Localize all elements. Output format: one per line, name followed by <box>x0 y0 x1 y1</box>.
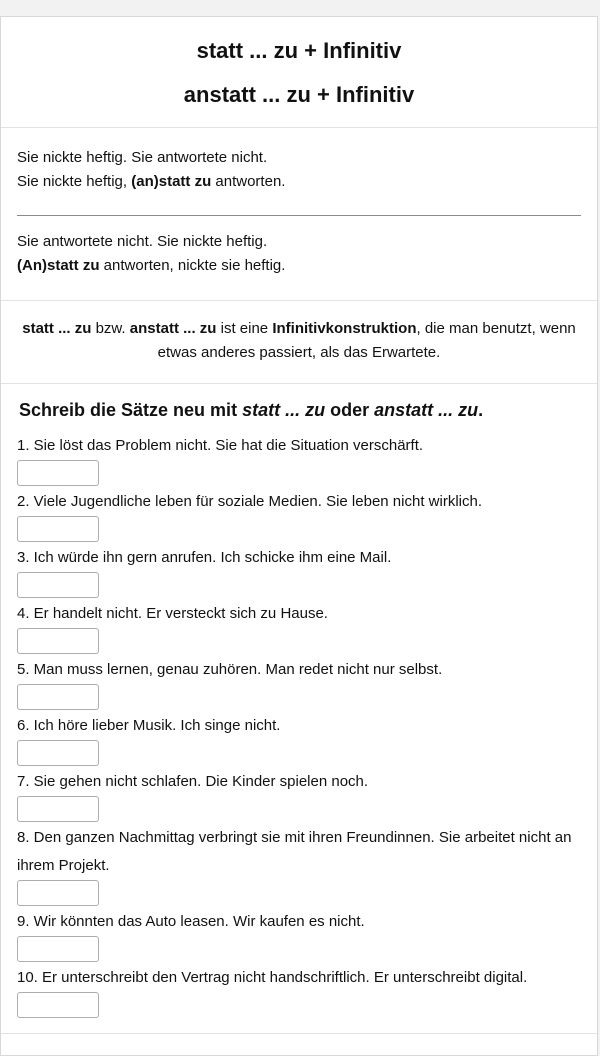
answer-input-7[interactable] <box>17 796 99 822</box>
examples-block <box>1 128 597 301</box>
exercise-heading-mid: oder <box>325 400 375 420</box>
example-1-rewrite-prefix: Sie nickte heftig, <box>17 173 128 190</box>
example-2-rewrite-suffix: antworten, nickte sie heftig. <box>103 257 286 274</box>
example-1-rewrite <box>17 170 581 194</box>
exercise-item-4 <box>17 600 581 654</box>
answer-input-2[interactable] <box>17 516 99 542</box>
explanation-term: Infinitivkonstruktion <box>272 320 417 337</box>
exercise-item-8 <box>17 824 581 906</box>
exercise-item-text: 4. Er handelt nicht. Er versteckt sich zu Hause. <box>17 605 328 622</box>
exercise-item-text: 7. Sie gehen nicht schlafen. Die Kinder spielen noch. <box>17 773 369 790</box>
answer-input-3[interactable] <box>17 572 99 598</box>
explanation-block <box>1 301 597 384</box>
exercise-item-7 <box>17 768 581 822</box>
exercise-item-text: 3. Ich würde ihn gern anrufen. Ich schicke ihm eine Mail. <box>17 549 392 566</box>
exercise-item-10 <box>17 964 581 1018</box>
explanation-text-2: ist eine <box>216 320 273 337</box>
exercise-item-1 <box>17 432 581 486</box>
answer-input-1[interactable] <box>17 460 99 486</box>
answer-input-4[interactable] <box>17 628 99 654</box>
exercise-block <box>1 384 597 1018</box>
title-line-1: statt ... zu + Infinitiv <box>196 38 402 63</box>
answer-input-9[interactable] <box>17 936 99 962</box>
worksheet-page <box>0 16 598 1056</box>
exercise-item-2 <box>17 488 581 542</box>
answer-input-6[interactable] <box>17 740 99 766</box>
answer-input-10[interactable] <box>17 992 99 1018</box>
exercise-heading-anstatt: anstatt ... zu <box>374 400 479 420</box>
title-block <box>1 17 597 128</box>
exercise-item-text: 1. Sie löst das Problem nicht. Sie hat die Situation verschärft. <box>17 437 424 454</box>
section-divider <box>1 1033 597 1034</box>
title-line-2: anstatt ... zu + Infinitiv <box>183 82 415 107</box>
exercise-heading-prefix: Schreib die Sätze neu mit <box>19 400 243 420</box>
exercise-item-3 <box>17 544 581 598</box>
explanation-anstatt: anstatt ... zu <box>129 320 217 337</box>
exercise-heading-suffix: . <box>478 400 484 420</box>
example-2-sentence: Sie antwortete nicht. Sie nickte heftig. <box>17 233 268 250</box>
exercise-item-9 <box>17 908 581 962</box>
exercise-heading-statt: statt ... zu <box>242 400 326 420</box>
example-1 <box>1 128 597 208</box>
answer-input-8[interactable] <box>17 880 99 906</box>
example-1-rewrite-bold: (an)statt zu <box>131 173 212 190</box>
explanation-text-3: , die man benutzt, wenn etwas anderes passiert, als das Erwartete. <box>157 320 576 361</box>
exercise-item-text: 6. Ich höre lieber Musik. Ich singe nicht. <box>17 717 281 734</box>
answer-input-5[interactable] <box>17 684 99 710</box>
exercise-item-5 <box>17 656 581 710</box>
example-1-rewrite-suffix: antworten. <box>215 173 286 190</box>
exercise-item-text: 2. Viele Jugendliche leben für soziale Medien. Sie leben nicht wirklich. <box>17 493 482 510</box>
example-2-rewrite <box>17 254 581 278</box>
example-2-rewrite-bold: (An)statt zu <box>17 257 100 274</box>
exercise-item-text: 5. Man muss lernen, genau zuhören. Man redet nicht nur selbst. <box>17 661 443 678</box>
exercise-item-text: 9. Wir könnten das Auto leasen. Wir kaufen es nicht. <box>17 913 365 930</box>
example-2 <box>1 216 597 300</box>
explanation-text-1: bzw. <box>91 320 130 337</box>
exercise-item-6 <box>17 712 581 766</box>
exercise-item-text: 10. Er unterschreibt den Vertrag nicht handschriftlich. Er unterschreibt digital. <box>17 969 528 986</box>
explanation-statt: statt ... zu <box>22 320 92 337</box>
exercise-item-text: 8. Den ganzen Nachmittag verbringt sie mit ihren Freundinnen. Sie arbeitet nicht an ihrem Projekt. <box>17 829 572 874</box>
exercise-heading <box>17 384 581 432</box>
example-1-sentence: Sie nickte heftig. Sie antwortete nicht. <box>17 149 268 166</box>
